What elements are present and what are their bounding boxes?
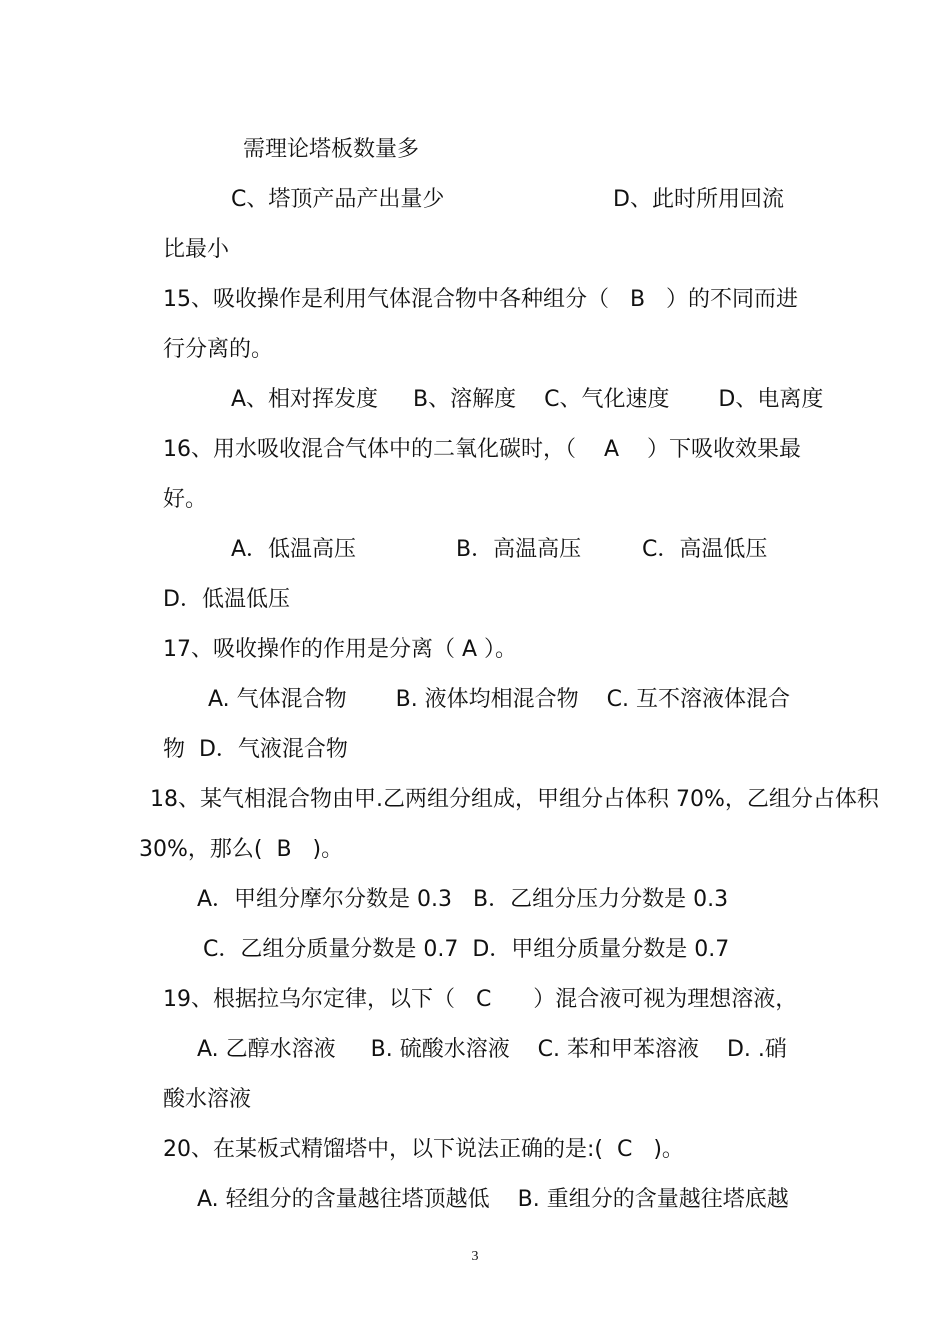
text-line-3: 比最小	[163, 237, 230, 262]
question-15-options: A、相对挥发度 B、溶解度 C、气化速度 D、电离度	[231, 387, 824, 412]
question-20-options: A. 轻组分的含量越往塔顶越低 B. 重组分的含量越往塔底越	[197, 1187, 789, 1212]
text-line-2-option-c: C、塔顶产品产出量少	[231, 187, 445, 212]
question-16-option-d: D．低温低压	[163, 587, 290, 612]
question-20: 20、在某板式精馏塔中，以下说法正确的是:( C )。	[163, 1137, 684, 1162]
page-number: 3	[471, 1249, 479, 1264]
question-16-option-b: B．高温高压	[456, 537, 582, 562]
question-18-options-cd: C．乙组分质量分数是 0.7 D．甲组分质量分数是 0.7	[203, 937, 730, 962]
question-15-cont: 行分离的。	[163, 337, 274, 362]
question-16-option-a: A．低温高压	[231, 537, 357, 562]
question-16-option-c: C．高温低压	[642, 537, 768, 562]
question-16-cont: 好。	[163, 487, 208, 512]
question-17: 17、吸收操作的作用是分离（ A ）。	[163, 637, 518, 662]
question-19-options: A. 乙醇水溶液 B. 硫酸水溶液 C. 苯和甲苯溶液 D. .硝	[197, 1037, 787, 1062]
question-19: 19、根据拉乌尔定律，以下（ C ）混合液可视为理想溶液，	[163, 987, 798, 1012]
text-line-1: 需理论塔板数量多	[243, 137, 420, 162]
question-18: 18、某气相混合物由甲.乙两组分组成，甲组分占体积 70%，乙组分占体积	[150, 787, 879, 812]
question-15: 15、吸收操作是利用气体混合物中各种组分（ B ）的不同而进	[163, 287, 799, 312]
question-18-options-ab: A．甲组分摩尔分数是 0.3 B．乙组分压力分数是 0.3	[197, 887, 729, 912]
question-17-options: A. 气体混合物 B. 液体均相混合物 C. 互不溶液体混合	[208, 687, 791, 712]
question-16: 16、用水吸收混合气体中的二氧化碳时，（ A ）下吸收效果最	[163, 437, 801, 462]
question-17-options-cont: 物 D．气液混合物	[163, 737, 348, 762]
text-line-2-option-d: D、此时所用回流	[613, 187, 784, 212]
question-18-cont: 30%，那么( B )。	[139, 837, 344, 862]
question-19-options-cont: 酸水溶液	[163, 1087, 252, 1112]
